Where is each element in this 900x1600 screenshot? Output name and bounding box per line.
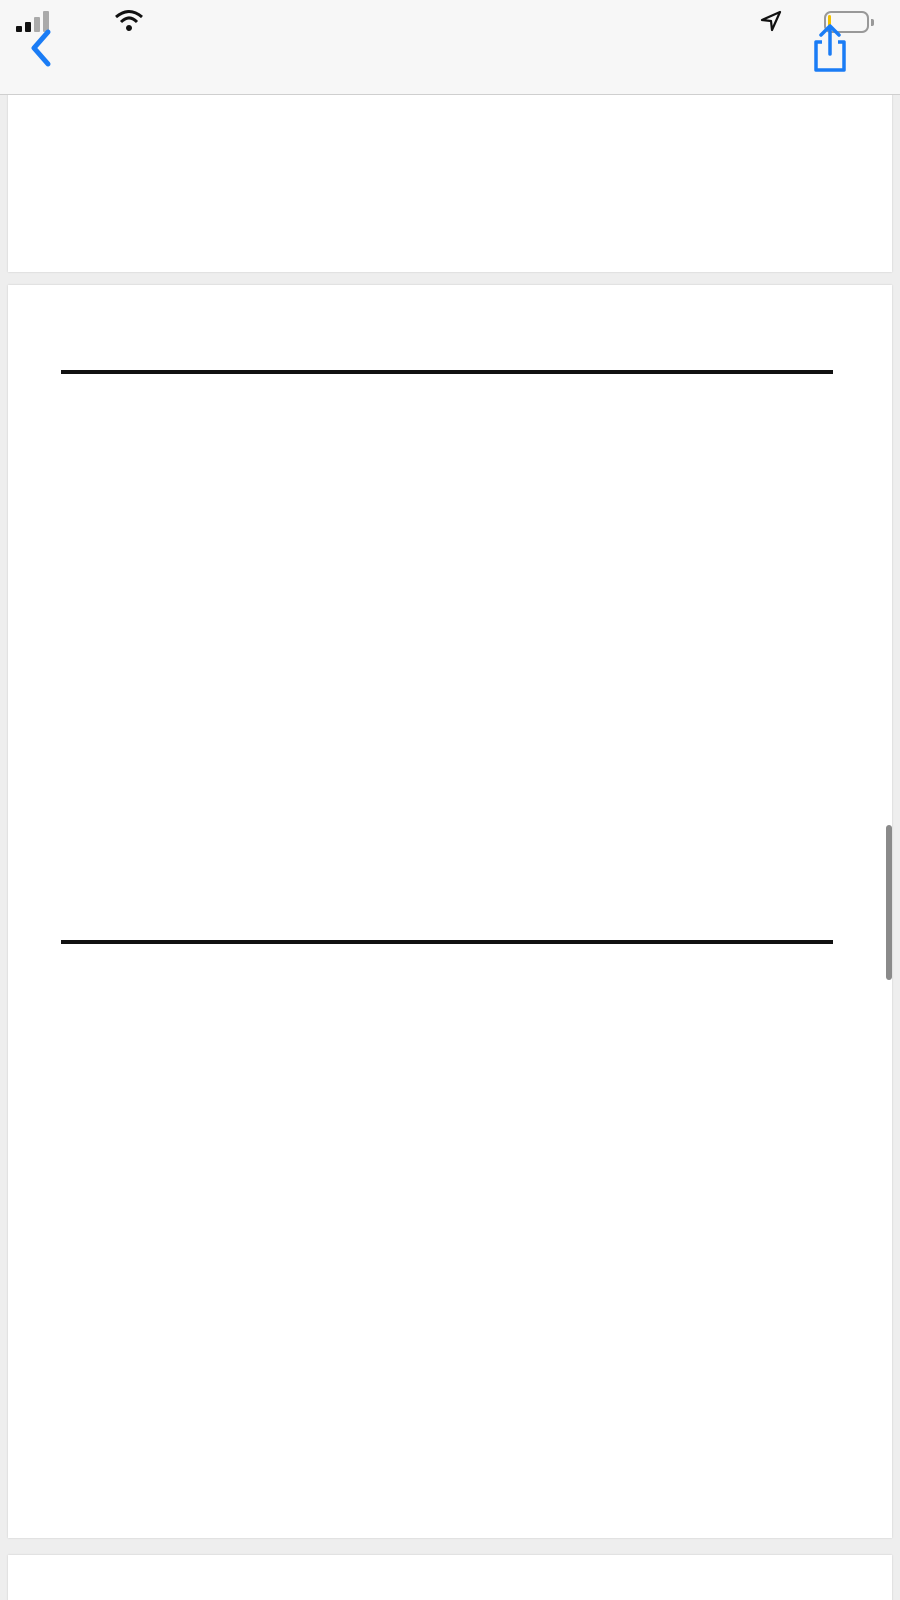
category-10-block xyxy=(61,940,833,944)
back-chevron-icon[interactable] xyxy=(26,26,56,70)
document-page xyxy=(8,1555,892,1600)
share-icon[interactable] xyxy=(810,24,850,74)
navigation-bar xyxy=(0,24,900,94)
top-bar xyxy=(0,0,900,95)
category-9-block xyxy=(61,370,833,374)
document-page xyxy=(8,285,892,1538)
scrollbar[interactable] xyxy=(886,825,892,980)
